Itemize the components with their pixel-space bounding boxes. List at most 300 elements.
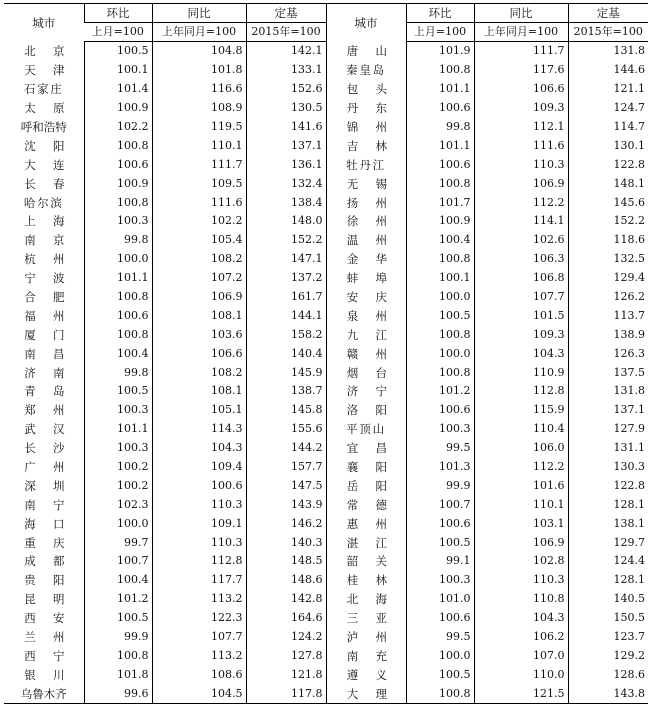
mom-value-left: 100.4 xyxy=(84,344,152,363)
city-name-left: 天津 xyxy=(24,63,82,78)
base-value-left: 138.4 xyxy=(246,193,326,212)
base-value-right: 144.6 xyxy=(568,61,648,80)
yoy-value-left: 101.8 xyxy=(152,61,246,80)
city-name-left: 西宁 xyxy=(24,648,82,663)
base-value-right: 137.5 xyxy=(568,363,648,382)
mom-value-right: 100.6 xyxy=(406,401,474,420)
city-name-left: 福州 xyxy=(24,308,82,323)
mom-value-left: 100.2 xyxy=(84,458,152,477)
city-name-right: 湛江 xyxy=(326,533,406,552)
mom-value-left: 100.5 xyxy=(84,609,152,628)
mom-value-right: 100.6 xyxy=(406,155,474,174)
city-name-left: 沈阳 xyxy=(24,138,82,153)
yoy-value-right: 112.1 xyxy=(474,118,568,137)
city-name-left: 成都 xyxy=(24,554,82,569)
base-value-left: 141.6 xyxy=(246,118,326,137)
yoy-value-right: 117.6 xyxy=(474,61,568,80)
yoy-value-left: 104.3 xyxy=(152,439,246,458)
base-value-left: 147.1 xyxy=(246,250,326,269)
yoy-value-left: 109.1 xyxy=(152,514,246,533)
header-yoy-sub-left: 上年同月=100 xyxy=(152,23,246,42)
base-value-left: 137.1 xyxy=(246,136,326,155)
yoy-value-right: 106.0 xyxy=(474,439,568,458)
city-name-right: 扬州 xyxy=(326,193,406,212)
city-name-right: 烟台 xyxy=(326,363,406,382)
mom-value-left: 99.8 xyxy=(84,363,152,382)
base-value-right: 131.8 xyxy=(568,382,648,401)
yoy-value-left: 109.4 xyxy=(152,458,246,477)
table-row xyxy=(4,401,648,420)
city-name-left: 哈尔滨 xyxy=(23,195,64,210)
mom-value-right: 101.9 xyxy=(406,42,474,61)
yoy-value-left: 109.5 xyxy=(152,174,246,193)
yoy-value-right: 106.2 xyxy=(474,628,568,647)
table-row xyxy=(4,684,648,703)
mom-value-left: 100.0 xyxy=(84,250,152,269)
city-name-left: 北京 xyxy=(24,44,82,59)
base-value-right: 129.2 xyxy=(568,647,648,666)
base-value-right: 138.1 xyxy=(568,514,648,533)
yoy-value-right: 121.5 xyxy=(474,684,568,703)
city-name-left: 西安 xyxy=(24,611,82,626)
yoy-value-left: 108.2 xyxy=(152,250,246,269)
city-name-right: 泸州 xyxy=(326,628,406,647)
mom-value-right: 100.8 xyxy=(406,174,474,193)
base-value-right: 152.2 xyxy=(568,212,648,231)
yoy-value-left: 114.3 xyxy=(152,420,246,439)
base-value-left: 117.8 xyxy=(246,684,326,703)
city-name-right: 三亚 xyxy=(326,609,406,628)
base-value-right: 122.8 xyxy=(568,155,648,174)
table-row xyxy=(4,628,648,647)
yoy-value-left: 110.3 xyxy=(152,495,246,514)
yoy-value-left: 107.7 xyxy=(152,628,246,647)
mom-value-left: 100.5 xyxy=(84,42,152,61)
city-name-right: 平顶山 xyxy=(326,420,406,439)
city-name-left: 乌鲁木齐 xyxy=(4,684,84,703)
mom-value-right: 100.3 xyxy=(406,420,474,439)
base-value-right: 128.6 xyxy=(568,665,648,684)
yoy-value-left: 111.7 xyxy=(152,155,246,174)
base-value-right: 132.5 xyxy=(568,250,648,269)
table-row xyxy=(4,571,648,590)
mom-value-right: 99.5 xyxy=(406,628,474,647)
city-name-right: 蚌埠 xyxy=(326,269,406,288)
price-index-table xyxy=(4,3,648,704)
city-name-right: 安庆 xyxy=(326,288,406,307)
mom-value-right: 101.2 xyxy=(406,382,474,401)
yoy-value-right: 104.3 xyxy=(474,609,568,628)
mom-value-left: 102.2 xyxy=(84,118,152,137)
base-value-right: 150.5 xyxy=(568,609,648,628)
yoy-value-right: 102.6 xyxy=(474,231,568,250)
header-base-left: 定基 xyxy=(246,4,326,23)
base-value-left: 148.0 xyxy=(246,212,326,231)
mom-value-right: 101.7 xyxy=(406,193,474,212)
base-value-left: 142.1 xyxy=(246,42,326,61)
city-name-left: 深圳 xyxy=(24,478,82,493)
yoy-value-right: 107.7 xyxy=(474,288,568,307)
mom-value-left: 100.8 xyxy=(84,136,152,155)
city-name-left: 海口 xyxy=(24,516,82,531)
city-name-left: 昆明 xyxy=(24,592,82,607)
city-name-right: 泉州 xyxy=(326,306,406,325)
yoy-value-right: 101.5 xyxy=(474,306,568,325)
base-value-left: 155.6 xyxy=(246,420,326,439)
header-row-1 xyxy=(4,4,648,23)
table-row xyxy=(4,193,648,212)
city-name-left: 杭州 xyxy=(24,252,82,267)
header-yoy-right: 同比 xyxy=(474,4,568,23)
yoy-value-left: 119.5 xyxy=(152,118,246,137)
mom-value-left: 100.3 xyxy=(84,212,152,231)
mom-value-right: 99.5 xyxy=(406,439,474,458)
table-row xyxy=(4,363,648,382)
table-row xyxy=(4,439,648,458)
table-row xyxy=(4,382,648,401)
mom-value-right: 100.8 xyxy=(406,61,474,80)
table-row xyxy=(4,306,648,325)
header-city-left: 城市 xyxy=(4,4,84,42)
base-value-left: 121.8 xyxy=(246,665,326,684)
table-row xyxy=(4,458,648,477)
city-name-left: 济南 xyxy=(24,365,82,380)
yoy-value-right: 111.7 xyxy=(474,42,568,61)
base-value-left: 124.2 xyxy=(246,628,326,647)
city-name-right: 洛阳 xyxy=(326,401,406,420)
table-row xyxy=(4,552,648,571)
mom-value-right: 101.1 xyxy=(406,80,474,99)
yoy-value-left: 108.1 xyxy=(152,382,246,401)
yoy-value-left: 117.7 xyxy=(152,571,246,590)
header-base-right: 定基 xyxy=(568,4,648,23)
mom-value-left: 101.2 xyxy=(84,590,152,609)
city-name-left: 呼和浩特 xyxy=(20,120,67,134)
city-name-right: 唐山 xyxy=(326,42,406,61)
mom-value-right: 100.5 xyxy=(406,306,474,325)
city-name-left: 广州 xyxy=(24,460,82,475)
city-name-right: 大理 xyxy=(326,684,406,703)
base-value-right: 130.1 xyxy=(568,136,648,155)
yoy-value-left: 112.8 xyxy=(152,552,246,571)
city-name-right: 秦皇岛 xyxy=(326,61,406,80)
city-name-left: 合肥 xyxy=(24,290,82,305)
table-row xyxy=(4,155,648,174)
yoy-value-left: 104.8 xyxy=(152,42,246,61)
base-value-left: 148.6 xyxy=(246,571,326,590)
yoy-value-right: 114.1 xyxy=(474,212,568,231)
base-value-right: 138.9 xyxy=(568,325,648,344)
base-value-left: 127.8 xyxy=(246,647,326,666)
mom-value-left: 100.6 xyxy=(84,155,152,174)
table-row xyxy=(4,420,648,439)
table-row xyxy=(4,250,648,269)
city-name-left: 南昌 xyxy=(24,346,82,361)
city-name-right: 桂林 xyxy=(326,571,406,590)
yoy-value-right: 110.9 xyxy=(474,363,568,382)
mom-value-left: 101.4 xyxy=(84,80,152,99)
header-city-right: 城市 xyxy=(326,4,406,42)
yoy-value-right: 109.3 xyxy=(474,99,568,118)
city-name-right: 锦州 xyxy=(326,118,406,137)
base-value-right: 140.5 xyxy=(568,590,648,609)
city-name-right: 九江 xyxy=(326,325,406,344)
base-value-right: 122.8 xyxy=(568,476,648,495)
header-mom-right: 环比 xyxy=(406,4,474,23)
mom-value-left: 100.1 xyxy=(84,61,152,80)
table-row xyxy=(4,174,648,193)
mom-value-left: 100.2 xyxy=(84,476,152,495)
city-name-left: 银川 xyxy=(24,667,82,682)
mom-value-right: 100.5 xyxy=(406,533,474,552)
base-value-right: 121.1 xyxy=(568,80,648,99)
city-name-left: 长沙 xyxy=(24,441,82,456)
base-value-right: 129.4 xyxy=(568,269,648,288)
mom-value-left: 101.8 xyxy=(84,665,152,684)
city-name-left: 青岛 xyxy=(24,384,82,399)
header-base-sub-left: 2015年=100 xyxy=(246,23,326,42)
base-value-right: 131.1 xyxy=(568,439,648,458)
mom-value-right: 99.9 xyxy=(406,476,474,495)
mom-value-right: 100.8 xyxy=(406,250,474,269)
yoy-value-right: 110.0 xyxy=(474,665,568,684)
yoy-value-right: 110.8 xyxy=(474,590,568,609)
base-value-right: 113.7 xyxy=(568,306,648,325)
yoy-value-left: 110.1 xyxy=(152,136,246,155)
mom-value-right: 99.1 xyxy=(406,552,474,571)
base-value-right: 130.3 xyxy=(568,458,648,477)
base-value-left: 137.2 xyxy=(246,269,326,288)
table-row xyxy=(4,288,648,307)
city-name-right: 宜昌 xyxy=(326,439,406,458)
table-row xyxy=(4,231,648,250)
table-row xyxy=(4,609,648,628)
base-value-left: 152.2 xyxy=(246,231,326,250)
yoy-value-left: 106.6 xyxy=(152,344,246,363)
city-name-left: 大连 xyxy=(24,157,82,172)
base-value-left: 136.1 xyxy=(246,155,326,174)
city-name-right: 常德 xyxy=(326,495,406,514)
base-value-right: 143.8 xyxy=(568,684,648,703)
table-row xyxy=(4,99,648,118)
mom-value-left: 100.8 xyxy=(84,325,152,344)
header-mom-sub-left: 上月=100 xyxy=(84,23,152,42)
yoy-value-right: 106.8 xyxy=(474,269,568,288)
yoy-value-left: 113.2 xyxy=(152,647,246,666)
base-value-right: 123.7 xyxy=(568,628,648,647)
base-value-right: 127.9 xyxy=(568,420,648,439)
city-name-right: 济宁 xyxy=(326,382,406,401)
mom-value-left: 100.8 xyxy=(84,288,152,307)
city-name-left: 南宁 xyxy=(24,497,82,512)
yoy-value-left: 105.4 xyxy=(152,231,246,250)
mom-value-right: 100.9 xyxy=(406,212,474,231)
base-value-left: 164.6 xyxy=(246,609,326,628)
yoy-value-right: 110.4 xyxy=(474,420,568,439)
city-name-right: 无锡 xyxy=(326,174,406,193)
city-name-left: 上海 xyxy=(24,214,82,229)
base-value-left: 145.8 xyxy=(246,401,326,420)
yoy-value-left: 102.2 xyxy=(152,212,246,231)
table-row xyxy=(4,118,648,137)
base-value-right: 126.2 xyxy=(568,288,648,307)
base-value-left: 130.5 xyxy=(246,99,326,118)
base-value-right: 148.1 xyxy=(568,174,648,193)
base-value-left: 145.9 xyxy=(246,363,326,382)
price-index-table-container xyxy=(4,3,648,704)
mom-value-right: 100.0 xyxy=(406,344,474,363)
city-name-left: 太原 xyxy=(24,101,82,116)
base-value-left: 132.4 xyxy=(246,174,326,193)
base-value-right: 137.1 xyxy=(568,401,648,420)
mom-value-right: 100.0 xyxy=(406,647,474,666)
mom-value-left: 100.8 xyxy=(84,647,152,666)
yoy-value-left: 108.9 xyxy=(152,99,246,118)
city-name-right: 遵义 xyxy=(326,665,406,684)
mom-value-left: 99.6 xyxy=(84,684,152,703)
city-name-left: 武汉 xyxy=(24,422,82,437)
base-value-right: 128.1 xyxy=(568,571,648,590)
yoy-value-left: 113.2 xyxy=(152,590,246,609)
city-name-right: 韶关 xyxy=(326,552,406,571)
base-value-left: 148.5 xyxy=(246,552,326,571)
city-name-right: 包头 xyxy=(326,80,406,99)
city-name-left: 重庆 xyxy=(24,535,82,550)
mom-value-right: 100.7 xyxy=(406,495,474,514)
city-name-left: 宁波 xyxy=(24,271,82,286)
yoy-value-right: 110.3 xyxy=(474,571,568,590)
table-row xyxy=(4,269,648,288)
mom-value-left: 99.8 xyxy=(84,231,152,250)
city-name-right: 徐州 xyxy=(326,212,406,231)
mom-value-right: 100.6 xyxy=(406,609,474,628)
mom-value-left: 99.9 xyxy=(84,628,152,647)
city-name-left: 贵阳 xyxy=(24,573,82,588)
yoy-value-right: 106.6 xyxy=(474,80,568,99)
yoy-value-right: 112.8 xyxy=(474,382,568,401)
mom-value-left: 100.6 xyxy=(84,306,152,325)
mom-value-left: 100.7 xyxy=(84,552,152,571)
base-value-left: 140.3 xyxy=(246,533,326,552)
mom-value-left: 100.8 xyxy=(84,193,152,212)
table-row xyxy=(4,136,648,155)
base-value-right: 126.3 xyxy=(568,344,648,363)
mom-value-right: 101.3 xyxy=(406,458,474,477)
yoy-value-left: 111.6 xyxy=(152,193,246,212)
base-value-left: 144.1 xyxy=(246,306,326,325)
yoy-value-right: 112.2 xyxy=(474,458,568,477)
city-name-right: 惠州 xyxy=(326,514,406,533)
mom-value-right: 100.8 xyxy=(406,325,474,344)
base-value-left: 147.5 xyxy=(246,476,326,495)
mom-value-right: 100.1 xyxy=(406,269,474,288)
mom-value-right: 100.6 xyxy=(406,99,474,118)
table-row xyxy=(4,476,648,495)
base-value-right: 131.8 xyxy=(568,42,648,61)
mom-value-right: 100.8 xyxy=(406,363,474,382)
header-mom-left: 环比 xyxy=(84,4,152,23)
yoy-value-left: 107.2 xyxy=(152,269,246,288)
city-name-right: 赣州 xyxy=(326,344,406,363)
mom-value-left: 100.3 xyxy=(84,439,152,458)
header-yoy-sub-right: 上年同月=100 xyxy=(474,23,568,42)
base-value-right: 114.7 xyxy=(568,118,648,137)
city-name-left: 南京 xyxy=(24,233,82,248)
base-value-left: 143.9 xyxy=(246,495,326,514)
city-name-right: 襄阳 xyxy=(326,458,406,477)
city-name-left: 厦门 xyxy=(24,327,82,342)
yoy-value-right: 112.2 xyxy=(474,193,568,212)
mom-value-left: 101.1 xyxy=(84,269,152,288)
mom-value-left: 100.4 xyxy=(84,571,152,590)
base-value-left: 138.7 xyxy=(246,382,326,401)
table-row xyxy=(4,344,648,363)
base-value-left: 157.7 xyxy=(246,458,326,477)
mom-value-left: 101.1 xyxy=(84,420,152,439)
mom-value-right: 100.6 xyxy=(406,514,474,533)
city-name-right: 金华 xyxy=(326,250,406,269)
yoy-value-left: 103.6 xyxy=(152,325,246,344)
yoy-value-right: 111.6 xyxy=(474,136,568,155)
city-name-right: 牡丹江 xyxy=(326,155,406,174)
mom-value-left: 100.9 xyxy=(84,174,152,193)
yoy-value-right: 109.3 xyxy=(474,325,568,344)
table-row xyxy=(4,61,648,80)
base-value-right: 128.1 xyxy=(568,495,648,514)
mom-value-left: 100.5 xyxy=(84,382,152,401)
city-name-left: 长春 xyxy=(24,176,82,191)
yoy-value-right: 115.9 xyxy=(474,401,568,420)
mom-value-right: 100.0 xyxy=(406,288,474,307)
base-value-left: 133.1 xyxy=(246,61,326,80)
mom-value-right: 100.3 xyxy=(406,571,474,590)
city-name-right: 吉林 xyxy=(326,136,406,155)
table-body xyxy=(4,42,648,704)
yoy-value-left: 105.1 xyxy=(152,401,246,420)
yoy-value-right: 101.6 xyxy=(474,476,568,495)
table-row xyxy=(4,325,648,344)
yoy-value-right: 102.8 xyxy=(474,552,568,571)
mom-value-right: 101.1 xyxy=(406,136,474,155)
yoy-value-right: 107.0 xyxy=(474,647,568,666)
base-value-left: 144.2 xyxy=(246,439,326,458)
table-row xyxy=(4,212,648,231)
base-value-right: 124.4 xyxy=(568,552,648,571)
base-value-left: 158.2 xyxy=(246,325,326,344)
mom-value-left: 102.3 xyxy=(84,495,152,514)
mom-value-right: 101.0 xyxy=(406,590,474,609)
mom-value-left: 100.0 xyxy=(84,514,152,533)
yoy-value-left: 104.5 xyxy=(152,684,246,703)
city-name-left: 石家庄 xyxy=(23,82,64,97)
yoy-value-right: 106.9 xyxy=(474,174,568,193)
yoy-value-left: 108.1 xyxy=(152,306,246,325)
base-value-left: 161.7 xyxy=(246,288,326,307)
mom-value-left: 100.9 xyxy=(84,99,152,118)
yoy-value-right: 110.3 xyxy=(474,155,568,174)
mom-value-right: 100.8 xyxy=(406,684,474,703)
header-mom-sub-right: 上月=100 xyxy=(406,23,474,42)
mom-value-left: 100.3 xyxy=(84,401,152,420)
city-name-right: 南充 xyxy=(326,647,406,666)
mom-value-right: 100.4 xyxy=(406,231,474,250)
city-name-right: 岳阳 xyxy=(326,476,406,495)
city-name-right: 温州 xyxy=(326,231,406,250)
header-yoy-left: 同比 xyxy=(152,4,246,23)
mom-value-right: 99.8 xyxy=(406,118,474,137)
yoy-value-left: 100.6 xyxy=(152,476,246,495)
base-value-left: 140.4 xyxy=(246,344,326,363)
